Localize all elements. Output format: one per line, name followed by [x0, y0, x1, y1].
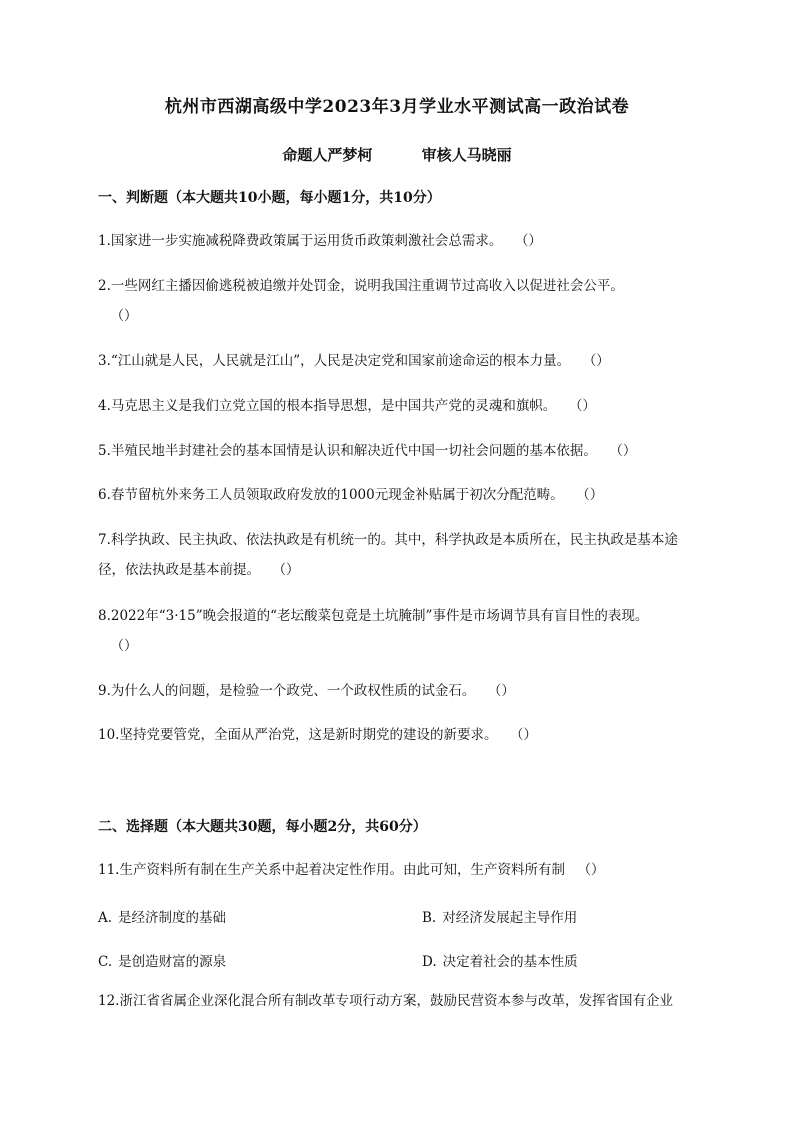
question-9: 9.为什么人的问题，是检验一个政党、一个政权性质的试金石。（ ）: [98, 676, 698, 706]
answer-blank[interactable]: [597, 436, 649, 466]
question-1: 1.国家进一步实施减税降费政策属于运用货币政策刺激社会总需求。（ ）: [98, 226, 698, 256]
authors-line: [0, 144, 794, 165]
question-2: 2.一些网红主播因偷逃税被追缴并处罚金，说明我国注重调节过高收入以促进社会公平。 （ ）: [98, 271, 698, 331]
question-4: 4.马克思主义是我们立党立国的根本指导思想，是中国共产党的灵魂和旗帜。（ ）: [98, 391, 698, 421]
option-a[interactable]: A. 是经济制度的基础: [98, 910, 227, 926]
option-b[interactable]: B. 对经济发展起主导作用: [422, 910, 578, 926]
question-6: 6.春节留杭外来务工人员领取政府发放的1000元现金补贴属于初次分配范畴。（ ）: [98, 480, 698, 510]
section2-heading: 二、选择题（本大题共30题，每小题2分，共60分）: [98, 819, 427, 835]
answer-blank[interactable]: [565, 855, 617, 885]
answer-blank[interactable]: [564, 480, 616, 510]
answer-blank[interactable]: [260, 555, 312, 585]
answer-blank[interactable]: [497, 720, 549, 750]
answer-blank[interactable]: [502, 226, 554, 256]
answer-blank[interactable]: [570, 346, 622, 376]
section1-heading: 一、判断题（本大题共10小题，每小题1分，共10分）: [98, 190, 441, 206]
question-7: 7.科学执政、民主执政、依法执政是有机统一的。其中，科学执政是本质所在，民主执政是基本途径，依法执政是基本前提。（ ）: [98, 525, 698, 585]
option-d[interactable]: D. 决定着社会的基本性质: [422, 954, 578, 970]
option-c[interactable]: C. 是创造财富的源泉: [98, 954, 227, 970]
question-11: 11.生产资料所有制在生产关系中起着决定性作用。由此可知，生产资料所有制（ ）: [98, 855, 698, 885]
question-5: 5.半殖民地半封建社会的基本国情是认识和解决近代中国一切社会问题的基本依据。（ ）: [98, 436, 698, 466]
answer-blank[interactable]: [556, 391, 608, 421]
answer-blank[interactable]: [98, 301, 150, 331]
exam-title: 杭州市西湖高级中学2023年3月学业水平测试高一政治试卷: [164, 97, 630, 117]
question-8: 8.2022年“3·15”晚会报道的“老坛酸菜包竟是土坑腌制”事件是市场调节具有盲目性的表现。 （ ）: [98, 601, 698, 661]
question-3: 3.“江山就是人民，人民就是江山”，人民是决定党和国家前途命运的根本力量。（ ）: [98, 346, 698, 376]
answer-blank[interactable]: [98, 631, 150, 661]
setter-name: 命题人严梦柯: [282, 146, 373, 164]
question-10: 10.坚持党要管党，全面从严治党，这是新时期党的建设的新要求。（ ）: [98, 720, 698, 750]
question-12: 12.浙江省省属企业深化混合所有制改革专项行动方案，鼓励民营资本参与改革，发挥省国有企业: [98, 993, 673, 1009]
reviewer-name: 审核人马晓丽: [421, 146, 512, 164]
answer-blank[interactable]: [475, 676, 527, 706]
